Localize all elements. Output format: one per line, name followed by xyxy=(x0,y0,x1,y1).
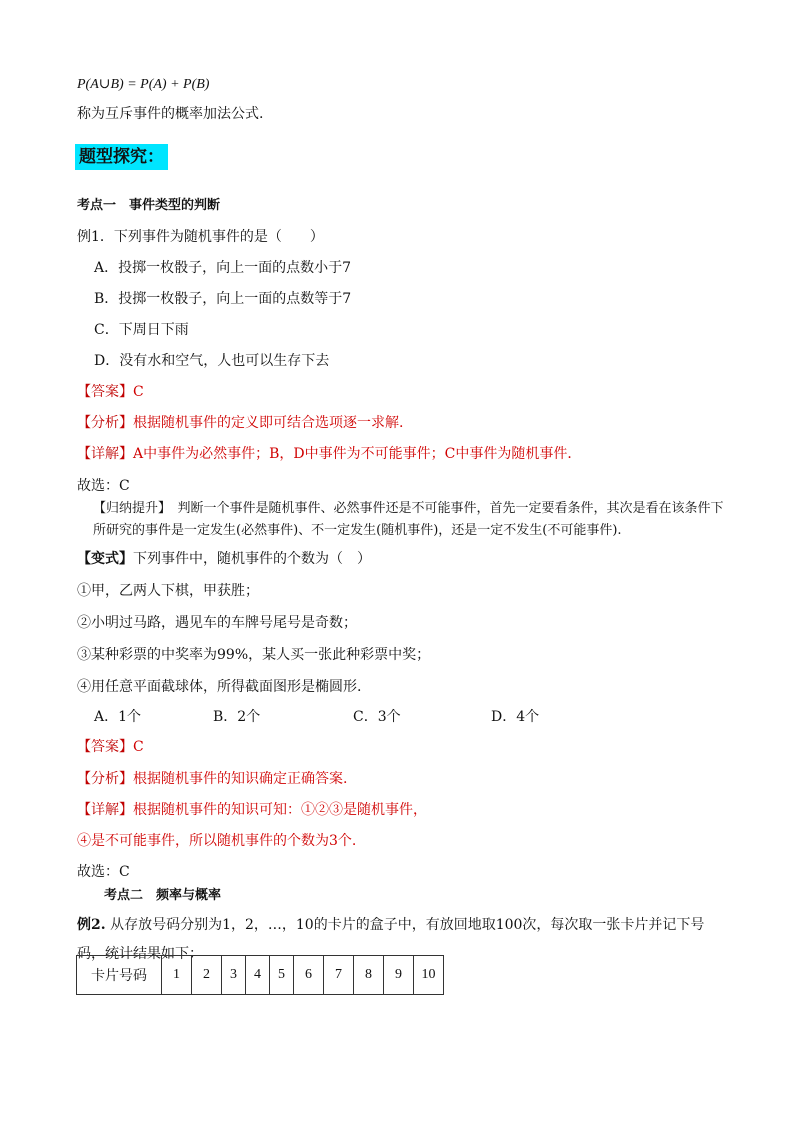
table-cell: 6 xyxy=(294,956,324,995)
variant-text: 下列事件中，随机事件的个数为（ ） xyxy=(133,551,371,567)
detail-tag: 【详解】 xyxy=(77,802,133,818)
section-heading: 题型探究： xyxy=(75,144,168,170)
table-cell: 5 xyxy=(270,956,294,995)
variant-option-d: D．4个 xyxy=(491,709,540,725)
variant-answer xyxy=(77,737,144,757)
analysis-text: 根据随机事件的定义即可结合选项逐一求解. xyxy=(133,415,404,431)
table-cell: 4 xyxy=(246,956,270,995)
variant-question xyxy=(77,549,371,569)
ex2-line2: 码，统计结果如下： xyxy=(77,946,203,962)
ex1-analysis xyxy=(77,413,403,433)
ex1-detail xyxy=(77,444,581,464)
variant-item-3: ③某种彩票的中奖率为99%，某人买一张此种彩票中奖； xyxy=(77,647,431,663)
variant-item-4: ④用任意平面截球体，所得截面图形是椭圆形. xyxy=(77,679,362,695)
table-header-cell: 卡片号码 xyxy=(77,956,162,995)
variant-option-a: A．1个 xyxy=(94,709,142,725)
summary-note xyxy=(93,498,733,542)
variant-item-1: ①甲，乙两人下棋，甲获胜； xyxy=(77,583,259,599)
table-cell: 9 xyxy=(384,956,414,995)
analysis-tag: 【分析】 xyxy=(77,415,133,431)
ex1-choose: 故选：C xyxy=(77,478,130,494)
variant-detail-2: ④是不可能事件，所以随机事件的个数为3个. xyxy=(77,833,357,849)
ex1-question: 例1．下列事件为随机事件的是（ ） xyxy=(77,229,324,245)
probability-addition-formula: P(A∪B) = P(A) + P(B) xyxy=(77,77,210,92)
table-cell: 1 xyxy=(162,956,192,995)
variant-choose: 故选：C xyxy=(77,864,130,880)
table-cell: 2 xyxy=(192,956,222,995)
answer-tag: 【答案】 xyxy=(77,739,133,755)
variant-option-c: C．3个 xyxy=(353,709,401,725)
answer-value: C xyxy=(133,739,144,755)
variant-tag: 【变式】 xyxy=(77,551,133,567)
ex1-answer xyxy=(77,382,144,402)
detail-tag: 【详解】 xyxy=(77,446,133,462)
ex1-option-d: D．没有水和空气，人也可以生存下去 xyxy=(94,353,330,369)
table-cell: 8 xyxy=(354,956,384,995)
analysis-text: 根据随机事件的知识确定正确答案. xyxy=(133,771,348,787)
formula-caption: 称为互斥事件的概率加法公式. xyxy=(77,106,264,122)
ex2-label: 例2. xyxy=(77,917,106,933)
ex1-option-b: B．投掷一枚骰子，向上一面的点数等于7 xyxy=(94,291,352,307)
table-row xyxy=(77,956,444,995)
answer-value: C xyxy=(133,384,144,400)
variant-option-b: B．2个 xyxy=(213,709,261,725)
table-cell: 3 xyxy=(222,956,246,995)
ex1-option-c: C．下周日下雨 xyxy=(94,322,189,338)
table-cell: 10 xyxy=(414,956,444,995)
point2-title: 考点二 频率与概率 xyxy=(104,888,222,903)
table-cell: 7 xyxy=(324,956,354,995)
analysis-tag: 【分析】 xyxy=(77,771,133,787)
ex2-text: 从存放号码分别为1，2，…，10的卡片的盒子中，有放回地取100次，每次取一张卡片并记下号 xyxy=(110,917,705,933)
variant-detail xyxy=(77,800,427,820)
variant-item-2: ②小明过马路，遇见车的车牌号尾号是奇数； xyxy=(77,615,357,631)
point1-title: 考点一 事件类型的判断 xyxy=(77,198,221,213)
variant-analysis xyxy=(77,769,347,789)
ex2-line1 xyxy=(77,915,704,935)
answer-tag: 【答案】 xyxy=(77,384,133,400)
card-number-table xyxy=(76,955,444,995)
detail-text-1: 根据随机事件的知识可知：①②③是随机事件， xyxy=(133,802,427,818)
detail-text: A中事件为必然事件；B，D中事件为不可能事件；C中事件为随机事件． xyxy=(133,446,582,462)
summary-text: 判断一个事件是随机事件、必然事件还是不可能事件，首先一定要看条件，其次是看在该条件下所研究的事件是一定发生(必然事件)、不一定发生(随机事件)，还是一定不发生(不可能事件). xyxy=(93,501,724,538)
ex1-option-a: A．投掷一枚骰子，向上一面的点数小于7 xyxy=(94,260,352,276)
summary-tag: 【归纳提升】 xyxy=(93,501,165,516)
